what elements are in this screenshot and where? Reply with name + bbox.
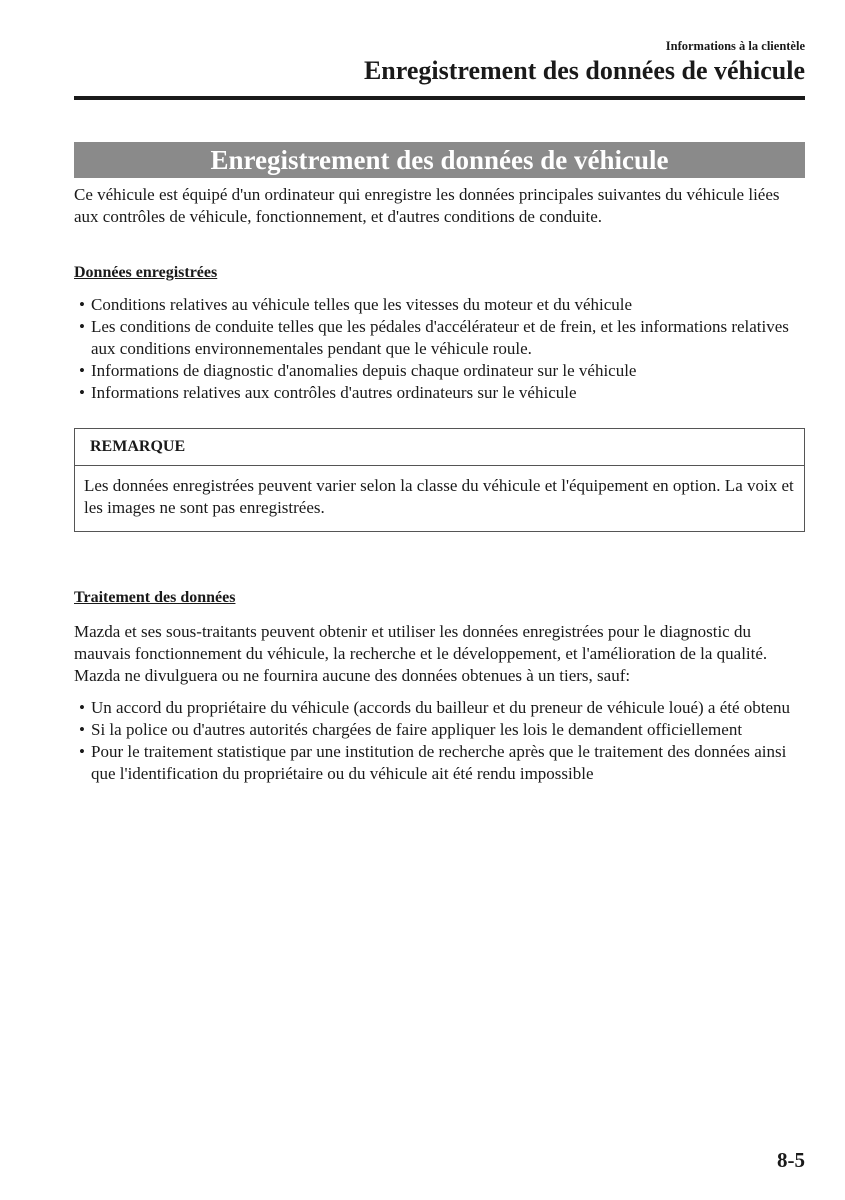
bullet-icon: •: [79, 383, 85, 402]
list-item: [74, 316, 805, 360]
section-label: Informations à la clientèle: [665, 39, 805, 53]
list-item: [74, 382, 805, 404]
bullet-icon: •: [79, 361, 85, 380]
processing-exceptions-list: [74, 697, 805, 785]
list-item: [74, 294, 805, 316]
list-item-text: Informations relatives aux contrôles d'autres ordinateurs sur le véhicule: [91, 383, 577, 402]
note-text: Les données enregistrées peuvent varier selon la classe du véhicule et l'équipement en option. La voix et les images ne sont pas enregistrées.: [84, 476, 794, 517]
list-item-text: Un accord du propriétaire du véhicule (accords du bailleur et du preneur de véhicule loué) a été obtenu: [91, 698, 791, 717]
note-label: REMARQUE: [75, 429, 804, 466]
list-item: [74, 741, 805, 785]
list-item-text: Conditions relatives au véhicule telles que les vitesses du moteur et du véhicule: [91, 295, 633, 314]
list-item-text: Les conditions de conduite telles que les pédales d'accélérateur et de frein, et les informations relatives aux conditions environnementales pendant que le véhicule roule.: [91, 317, 789, 358]
bullet-icon: •: [79, 720, 85, 739]
header-divider: [74, 96, 805, 100]
list-item-text: Si la police ou d'autres autorités chargées de faire appliquer les lois le demandent officiellement: [91, 720, 743, 739]
processing-paragraph: Mazda et ses sous-traitants peuvent obtenir et utiliser les données enregistrées pour le diagnostic du mauvais fonctionnement du véhicule, la recherche et le développement, et l'amélioration de la qualité.: [74, 622, 768, 663]
page-title: Enregistrement des données de véhicule: [74, 142, 805, 178]
list-item: [74, 719, 805, 741]
recorded-data-list: [74, 294, 805, 404]
processing-heading: Traitement des données: [74, 589, 236, 606]
bullet-icon: •: [79, 295, 85, 314]
page-number: 8-5: [777, 1148, 805, 1172]
bullet-icon: •: [79, 698, 85, 717]
list-item: [74, 697, 805, 719]
list-item-text: Informations de diagnostic d'anomalies depuis chaque ordinateur sur le véhicule: [91, 361, 637, 380]
bullet-icon: •: [79, 742, 85, 761]
bullet-icon: •: [79, 317, 85, 336]
processing-paragraph: Mazda ne divulguera ou ne fournira aucune des données obtenues à un tiers, sauf:: [74, 666, 631, 685]
note-box: [74, 428, 805, 532]
list-item-text: Pour le traitement statistique par une institution de recherche après que le traitement des données ainsi que l'identification du propriétaire ou du véhicule ait été rendu impossible: [91, 742, 787, 783]
main-content: [74, 184, 805, 785]
page-header-title: Enregistrement des données de véhicule: [363, 56, 805, 85]
recorded-data-heading: Données enregistrées: [74, 264, 218, 281]
intro-paragraph: Ce véhicule est équipé d'un ordinateur qui enregistre les données principales suivantes du véhicule liées aux contrôles de véhicule, fonctionnement, et d'autres conditions de conduite.: [74, 185, 780, 226]
list-item: [74, 360, 805, 382]
